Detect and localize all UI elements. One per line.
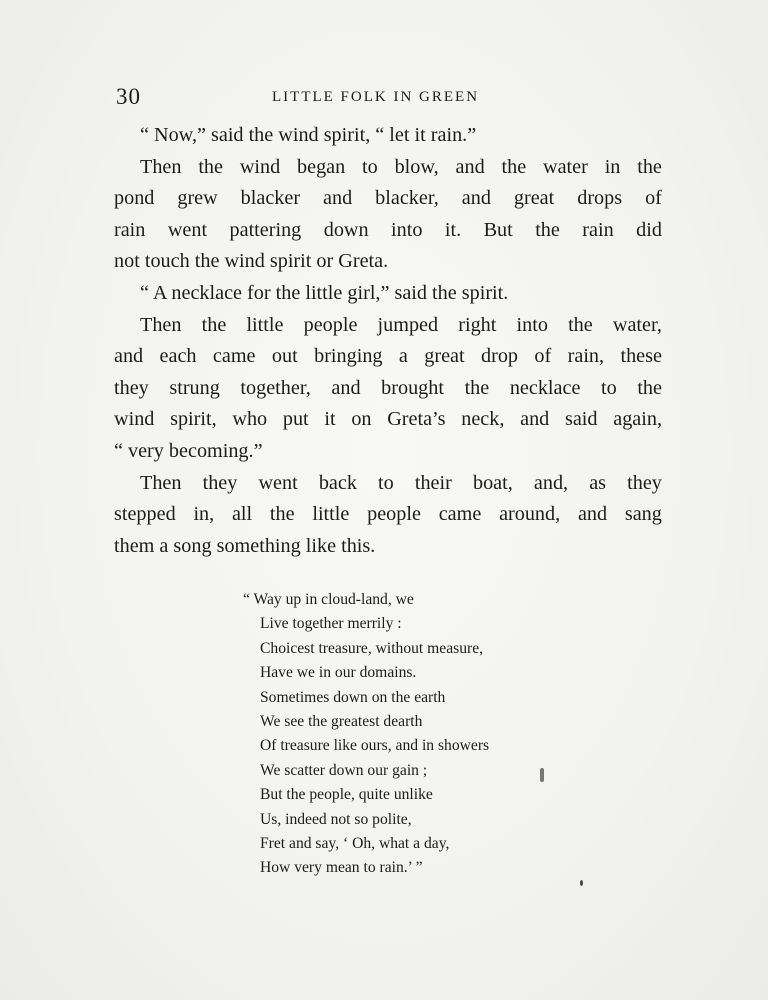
text-line: they strung together, and brought the necklace to the xyxy=(114,376,662,399)
poem-line: Us, indeed not so polite, xyxy=(260,810,412,828)
page-header xyxy=(0,84,768,114)
text-line: rain went pattering down into it. But the rain did xyxy=(114,218,662,241)
body-text xyxy=(114,120,662,562)
poem-line: Have we in our domains. xyxy=(260,664,417,682)
poem-line: We see the greatest dearth xyxy=(260,713,423,731)
running-head: LITTLE FOLK IN GREEN xyxy=(272,89,480,105)
poem xyxy=(243,588,563,881)
poem-line: “ Way up in cloud-land, we xyxy=(243,591,414,608)
text-line: pond grew blacker and blacker, and great drops of xyxy=(114,187,662,210)
text-line: Then the wind began to blow, and the water in the xyxy=(140,155,662,178)
text-line: wind spirit, who put it on Greta’s neck, and said again, xyxy=(114,408,662,431)
text-line: Then they went back to their boat, and, as they xyxy=(140,471,662,494)
ink-speck xyxy=(580,880,583,886)
poem-line: Live together merrily : xyxy=(260,615,402,633)
poem-line: Sometimes down on the earth xyxy=(260,688,446,706)
text-line: “ Now,” said the wind spirit, “ let it rain.” xyxy=(140,124,477,146)
text-line: Then the little people jumped right into the water, xyxy=(140,313,662,336)
poem-line: Of treasure like ours, and in showers xyxy=(260,737,490,755)
text-line: stepped in, all the little people came around, and sang xyxy=(114,503,662,526)
poem-line: How very mean to rain.’ ” xyxy=(260,859,423,877)
text-line: not touch the wind spirit or Greta. xyxy=(114,250,389,273)
poem-line: But the people, quite unlike xyxy=(260,786,433,804)
text-line: them a song something like this. xyxy=(114,534,376,557)
text-line: “ A necklace for the little girl,” said the spirit. xyxy=(140,281,509,304)
text-line: “ very becoming.” xyxy=(114,439,263,462)
poem-line: Choicest treasure, without measure, xyxy=(260,639,484,657)
ink-speck xyxy=(540,768,544,782)
text-line: and each came out bringing a great drop of rain, these xyxy=(114,345,662,368)
poem-line: Fret and say, ‘ Oh, what a day, xyxy=(260,835,450,853)
page-number: 30 xyxy=(116,84,141,109)
poem-line: We scatter down our gain ; xyxy=(260,761,428,779)
